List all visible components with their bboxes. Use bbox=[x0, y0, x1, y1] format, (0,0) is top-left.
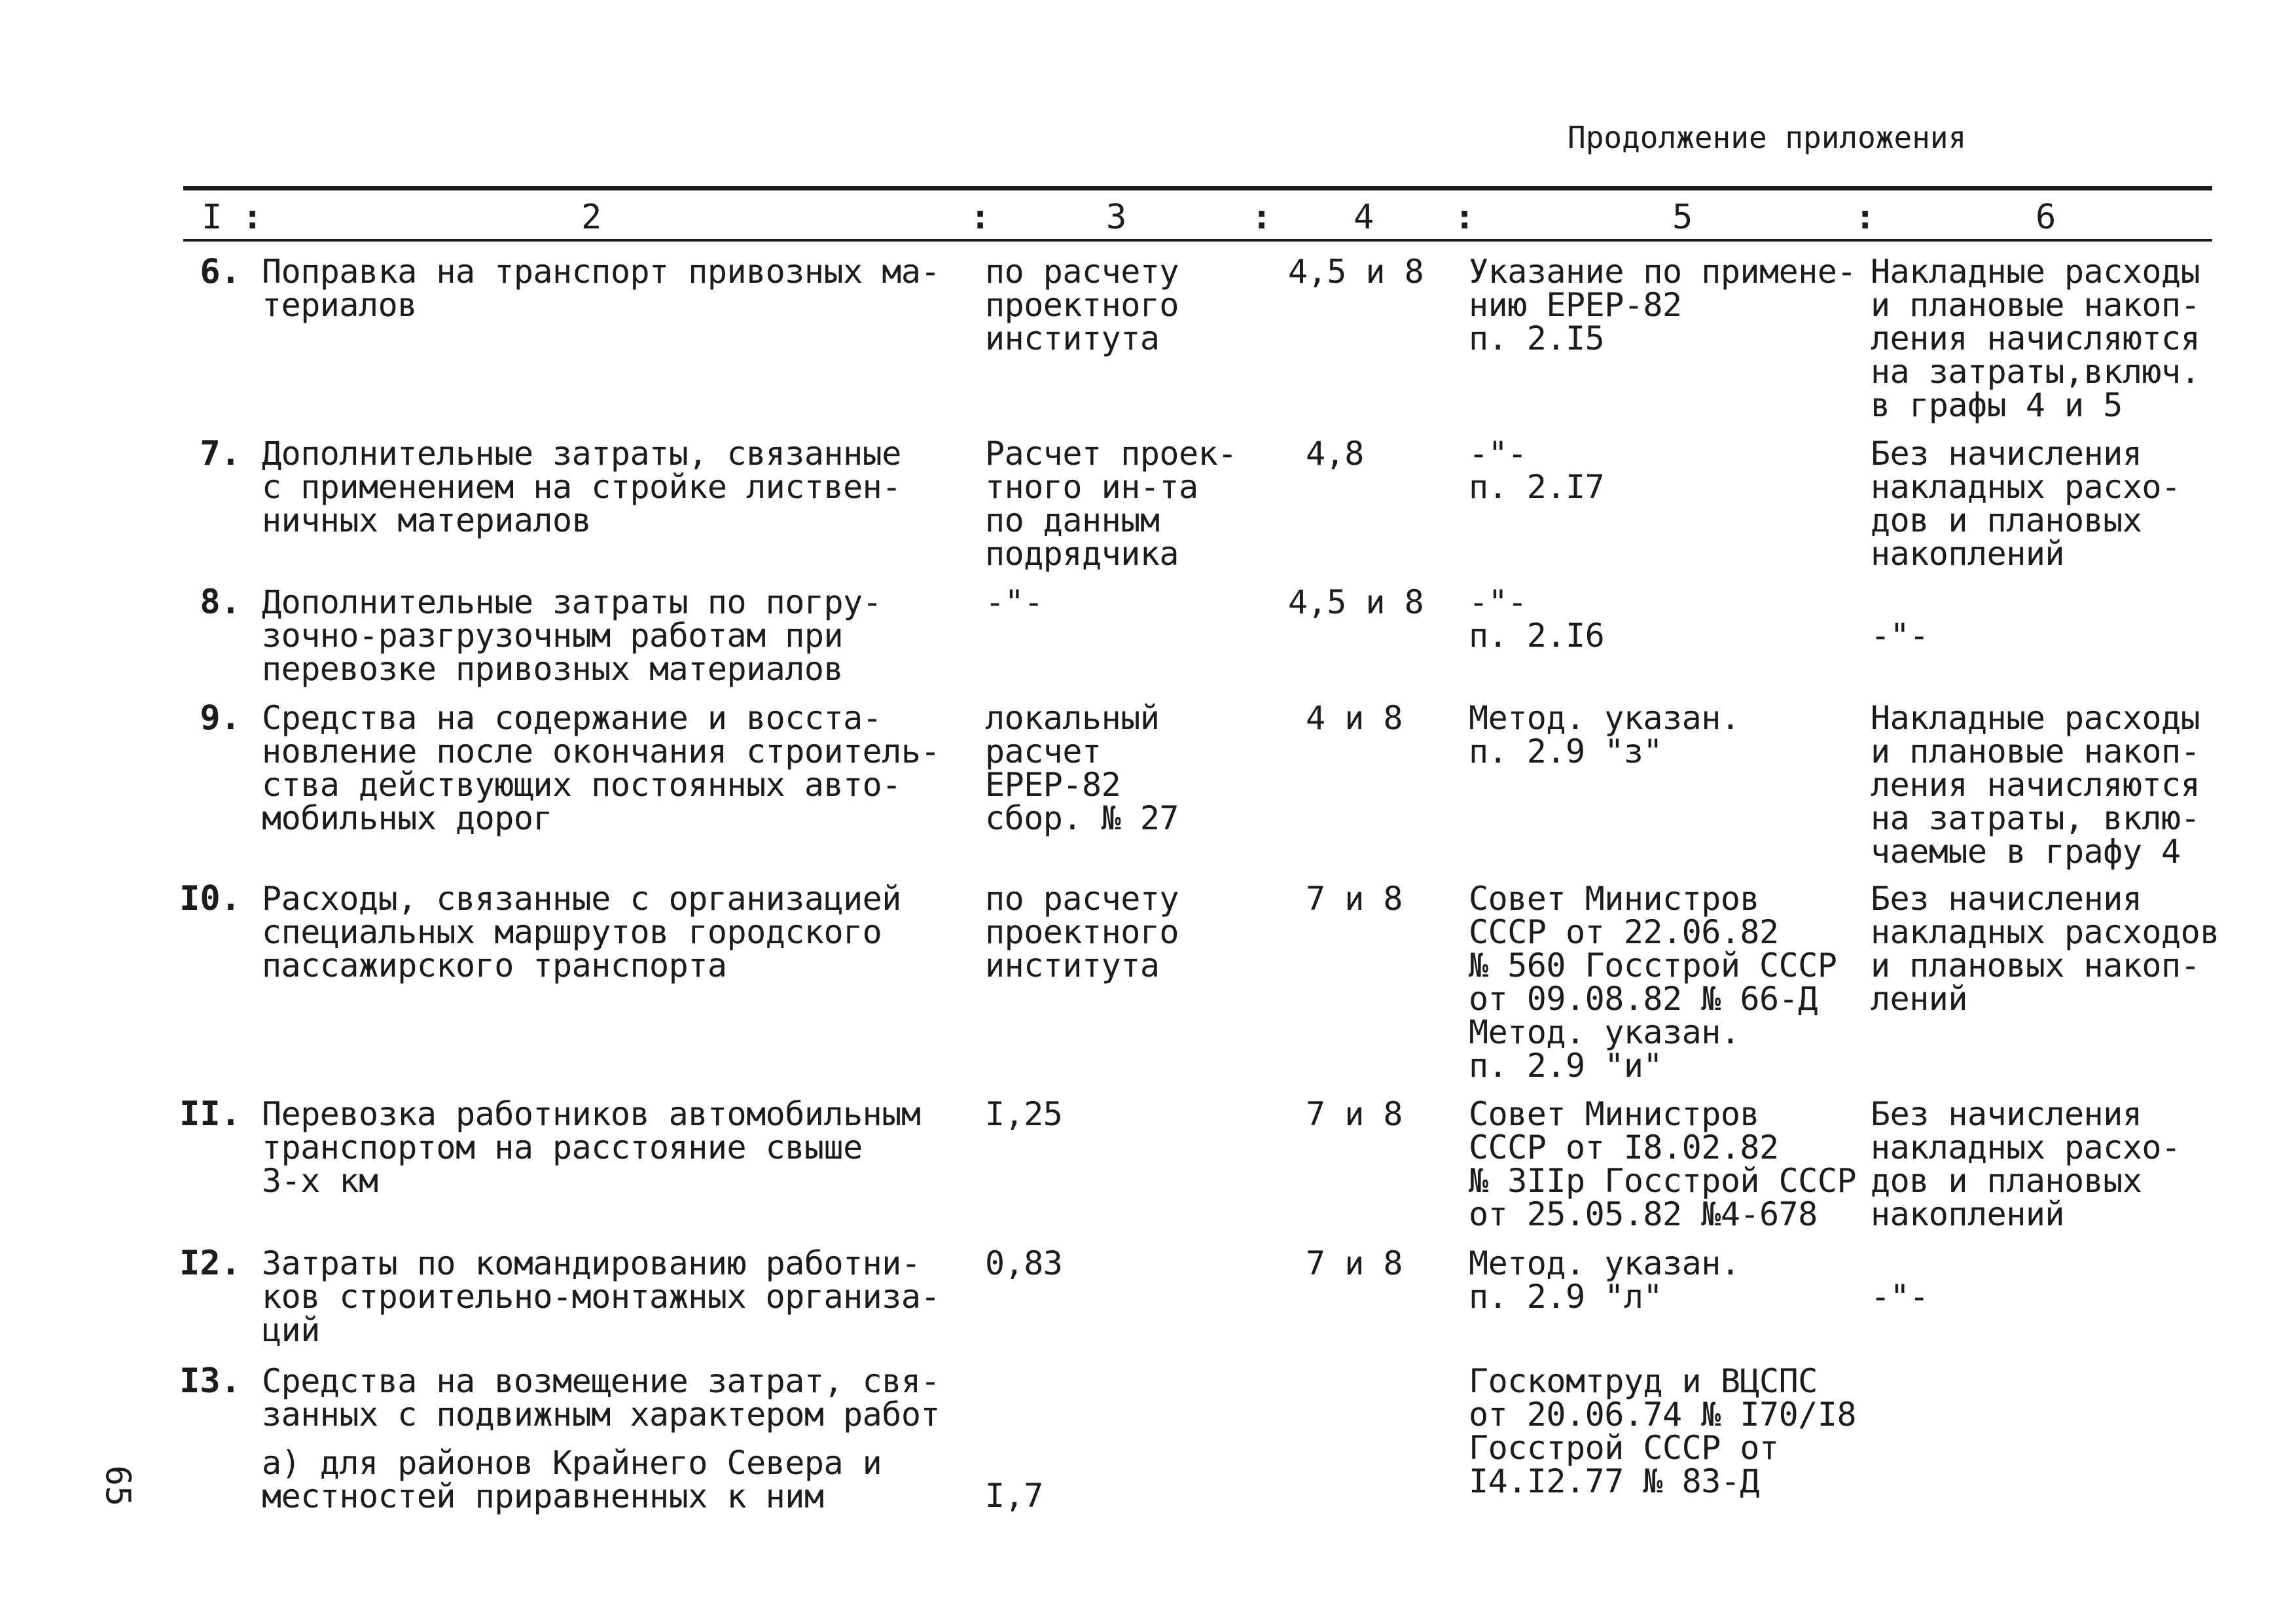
column-header-5: 5 bbox=[1672, 198, 1693, 237]
row-number: 7. bbox=[200, 434, 241, 473]
row-document: Госкомтруд и ВЦСПС от 20.06.74 № I70/I8 Госстрой СССР от I4.I2.77 № 83-Д bbox=[1469, 1362, 1857, 1500]
row-note: Без начисления накладных расхо- дов и плановых накоплений bbox=[1871, 435, 2181, 573]
column-header-2: 2 bbox=[581, 198, 602, 237]
column-header-6: 6 bbox=[2036, 198, 2056, 237]
row-note: Накладные расходы и плановые накоп- ления начисляются на затраты,включ. в графы 4 и 5 bbox=[1871, 253, 2200, 424]
row-columns: 4,5 и 8 bbox=[1288, 583, 1424, 621]
column-separator: : bbox=[1251, 198, 1272, 237]
table-header-rule bbox=[183, 239, 2212, 242]
row-note: -"- bbox=[1871, 1278, 1929, 1316]
row-number: I3. bbox=[179, 1362, 241, 1401]
row-basis: по расчету проектного института bbox=[985, 253, 1179, 357]
row-basis: Расчет проек- тного ин-та по данным подрядчика bbox=[985, 435, 1237, 573]
column-separator: : bbox=[1454, 198, 1475, 237]
row-name: Средства на возмещение затрат, свя- занных с подвижным характером работ bbox=[262, 1362, 941, 1434]
row-basis: локальный расчет ЕРЕР-82 сбор. № 27 bbox=[985, 699, 1179, 837]
column-header-1: I bbox=[202, 198, 223, 237]
page-number: 65 bbox=[98, 1465, 137, 1507]
row-columns: 7 и 8 bbox=[1306, 1244, 1403, 1282]
row-document: Указание по примене- нию ЕРЕР-82 п. 2.I5 bbox=[1469, 253, 1857, 357]
row-document: Метод. указан. п. 2.9 "з" bbox=[1469, 699, 1740, 770]
row-document: Совет Министров СССР от 22.06.82 № 560 Госстрой СССР от 09.08.82 № 66-Д Метод. указан. п. 2.9 "и" bbox=[1469, 880, 1837, 1085]
row-number: II. bbox=[179, 1094, 241, 1134]
row-number: 9. bbox=[200, 698, 241, 738]
subrow-basis: I,7 bbox=[985, 1477, 1043, 1515]
column-header-3: 3 bbox=[1106, 198, 1127, 237]
row-document: Совет Министров СССР от I8.02.82 № 3IIр Госстрой СССР от 25.05.82 №4-678 bbox=[1469, 1095, 1857, 1233]
column-separator: : bbox=[970, 198, 991, 237]
row-columns: 4,5 и 8 bbox=[1288, 253, 1424, 291]
continuation-header: Продолжение приложения bbox=[1568, 120, 1967, 155]
row-name: Дополнительные затраты, связанные с применением на стройке листвен- ничных материалов bbox=[262, 435, 901, 539]
row-note: -"- bbox=[1871, 617, 1929, 655]
row-name: Затраты по командированию работни- ков строительно-монтажных организа- ций bbox=[262, 1244, 941, 1349]
row-number: 6. bbox=[200, 252, 241, 291]
row-name: Средства на содержание и восста- новление после окончания строитель- ства действующих постоянных авто- мобильных дорог bbox=[262, 699, 941, 837]
row-columns: 4 и 8 bbox=[1306, 699, 1403, 737]
row-document: -"- п. 2.I7 bbox=[1469, 435, 1605, 506]
row-note: Без начисления накладных расхо- дов и плановых накоплений bbox=[1871, 1095, 2181, 1233]
row-name: Расходы, связанные с организацией специальных маршрутов городского пассажирского транспорта bbox=[262, 880, 901, 984]
row-document: Метод. указан. п. 2.9 "л" bbox=[1469, 1244, 1740, 1316]
row-name: Перевозка работников автомобильным транспортом на расстояние свыше 3-х км bbox=[262, 1095, 921, 1200]
row-columns: 7 и 8 bbox=[1306, 880, 1403, 918]
row-name: Поправка на транспорт привозных ма- териалов bbox=[262, 253, 941, 324]
row-basis: -"- bbox=[985, 583, 1043, 621]
column-header-4: 4 bbox=[1354, 198, 1374, 237]
row-document: -"- п. 2.I6 bbox=[1469, 583, 1605, 655]
row-columns: 7 и 8 bbox=[1306, 1095, 1403, 1133]
column-separator: : bbox=[1855, 198, 1876, 237]
column-separator: : bbox=[242, 198, 263, 237]
row-number: I2. bbox=[179, 1244, 241, 1283]
row-note: Накладные расходы и плановые накоп- ления начисляются на затраты, вклю- чаемые в графу 4 bbox=[1871, 699, 2200, 871]
row-number: I0. bbox=[179, 879, 241, 918]
row-columns: 4,8 bbox=[1306, 435, 1364, 473]
row-number: 8. bbox=[200, 583, 241, 622]
row-basis: I,25 bbox=[985, 1095, 1063, 1133]
row-basis: 0,83 bbox=[985, 1244, 1063, 1282]
subrow-label: а) для районов Крайнего Севера и местностей приравненных к ним bbox=[262, 1444, 882, 1515]
row-basis: по расчету проектного института bbox=[985, 880, 1179, 984]
row-note: Без начисления накладных расходов и плановых накоп- лений bbox=[1871, 880, 2219, 1018]
row-name: Дополнительные затраты по погру- зочно-разгрузочным работам при перевозке привозных материалов bbox=[262, 583, 882, 688]
table-top-rule bbox=[183, 186, 2212, 190]
